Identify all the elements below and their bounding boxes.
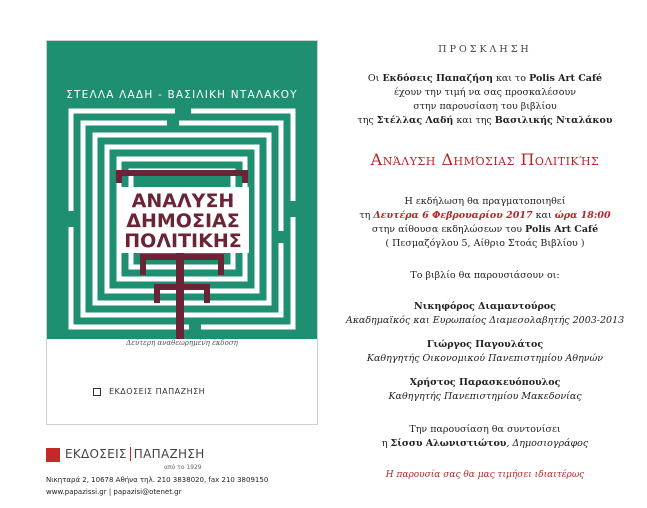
publisher-name-left: ΕΚΔΟΣΕΙΣ (65, 447, 127, 461)
cover-authors: ΣΤΕΛΛΑ ΛΑΔΗ - ΒΑΣΙΛΙΚΗ ΝΤΑΛΑΚΟΥ (66, 89, 298, 101)
closing-line: Η παρουσία σας θα μας τιμήσει ιδιαιτέρως (385, 470, 585, 480)
cover-green-panel (47, 41, 317, 339)
maze-maroon-top (119, 173, 245, 183)
intro-line-3: στην παρουσίαση του βιβλίου (413, 101, 557, 112)
publisher-logo-icon (46, 448, 60, 462)
event-line-2: τη Δευτέρα 6 Φεβρουαρίου 2017 και ώρα 18:00 (359, 210, 611, 221)
event-line-4: ( Πεσμαζόγλου 5, Αίθριο Στοάς Βιβλίου ) (385, 238, 585, 249)
publisher-web: www.papazissi.gr | papazisi@otenet.gr (46, 488, 182, 496)
event-line-1: Η εκδήλωση θα πραγματοποιηθεί (404, 196, 566, 207)
intro-line-1: Οι Εκδόσεις Παπαζήση και το Polis Art Café (367, 73, 603, 84)
presenter-3-name: Χρήστος Παρασκευόπουλος (409, 377, 561, 388)
publisher-address: Νικηταρά 2, 10678 Αθήνα τηλ. 210 3838020, fax 210 3809150 (46, 476, 269, 484)
intro-line-4: της Στέλλας Λαδή και της Βασιλικής Νταλάκου (357, 115, 613, 126)
cover-edition-note: Δεύτερη αναθεωρημένη έκδοση (126, 339, 238, 347)
publisher-logo-name (65, 447, 205, 461)
book-title: Ανάλυση Δημόσιας Πολιτικής (370, 150, 600, 169)
invitation-heading: ΠΡΟΣΚΛΗΣΗ (438, 44, 532, 55)
cover-title-line-2: ΔΗΜΟΣΙΑΣ (126, 210, 240, 232)
maze-maroon-trunk (176, 251, 184, 339)
publisher-since: από το 1929 (164, 464, 202, 471)
moderator-line-1: Την παρουσίαση θα συντονίσει (409, 424, 561, 435)
presenters-intro: Το βιβλίο θα παρουσιάσουν οι: (410, 270, 560, 281)
moderator-line-2: η Σίσσυ Αλωνιστιώτου, Δημοσιογράφος (381, 438, 589, 449)
maze-graphic (47, 41, 317, 339)
presenter-3-title: Καθηγητής Πανεπιστημίου Μακεδονίας (388, 391, 582, 402)
cover-publisher-name: ΕΚΔΟΣΕΙΣ ΠΑΠΑΖΗΣΗ (109, 387, 206, 396)
presenter-2-name: Γιώργος Παγουλάτος (426, 339, 544, 350)
intro-line-2: έχουν την τιμή να σας προσκαλέσουν (393, 87, 577, 98)
publisher-name-right: ΠΑΠΑΖΗΣΗ (133, 447, 205, 461)
presenter-2-title: Καθηγητής Οικονομικού Πανεπιστημίου Αθηνών (366, 353, 604, 364)
cover-title-line-3: ΠΟΛΙΤΙΚΗΣ (124, 230, 242, 252)
cover-title-line-1: ΑΝΑΛΥΣΗ (131, 190, 235, 212)
book-cover (46, 40, 318, 425)
event-line-3: στην αίθουσα εκδηλώσεων του Polis Art Café (371, 224, 599, 235)
publisher-mark-icon (93, 388, 101, 396)
cover-publisher (93, 387, 205, 396)
presenter-1-name: Νικηφόρος Διαμαντούρος (414, 301, 556, 312)
presenter-1-title: Ακαδημαϊκός και Ευρωπαίος Διαμεσολαβητής 2003-2013 (345, 315, 625, 326)
